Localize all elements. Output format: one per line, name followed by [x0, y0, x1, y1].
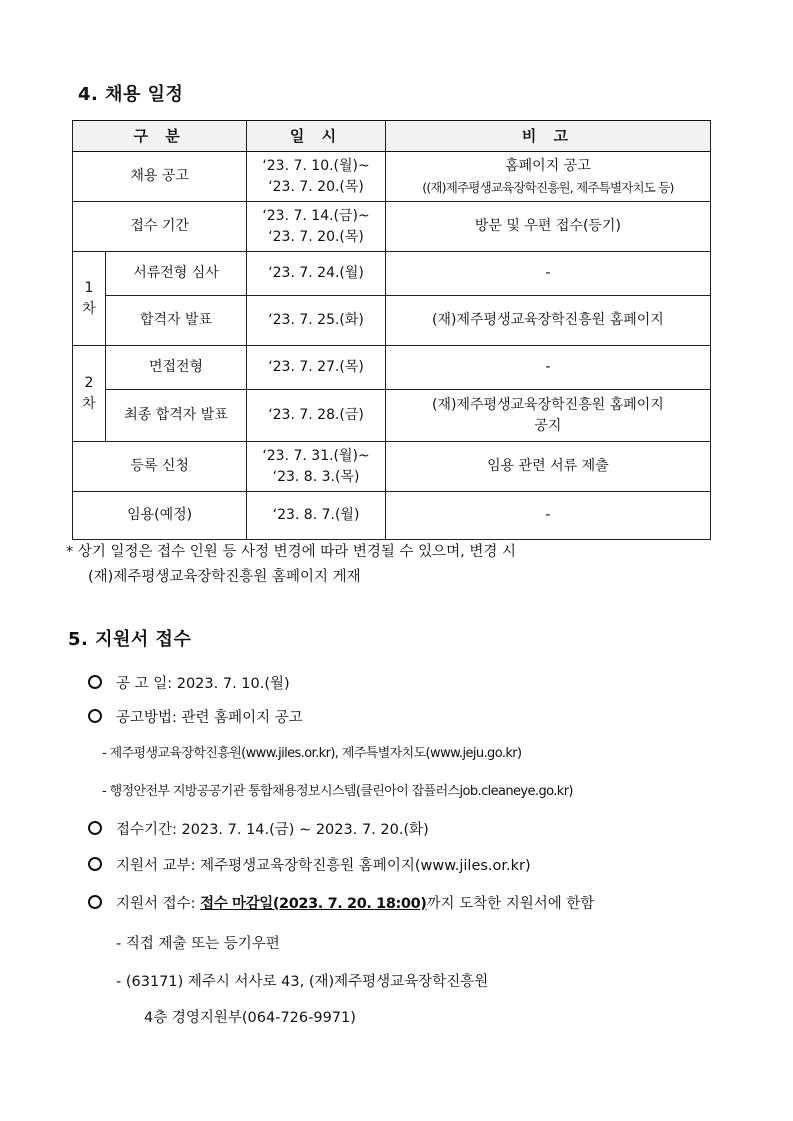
item-text: 지원서 접수:	[116, 896, 201, 912]
schedule-footnote	[66, 540, 726, 590]
row-label: 합격자 발표	[105, 296, 246, 346]
stage-char: 차	[82, 395, 96, 412]
sub-item: 4층 경영지원부(064-726-9971)	[144, 1010, 356, 1026]
row-label: 면접전형	[105, 346, 246, 390]
row-date: ‘23. 7. 28.(금)	[247, 390, 386, 442]
table-row	[73, 296, 711, 346]
row-note: -	[385, 492, 710, 540]
date-end: ‘23. 7. 20.(목)	[268, 178, 364, 195]
table-row	[73, 346, 711, 390]
recruitment-schedule-table	[72, 120, 711, 540]
row-note	[385, 390, 710, 442]
stage-char: 차	[82, 300, 96, 317]
item-text: 까지 도착한 지원서에 한함	[426, 896, 595, 912]
list-item	[88, 818, 429, 839]
date-start: ‘23. 7. 10.(월)~	[262, 157, 370, 174]
sub-item: - 행정안전부 지방공공기관 통합채용정보시스템(클린아이 잡플러스job.cleaneye.go.kr)	[102, 784, 573, 799]
row-date: ‘23. 8. 7.(월)	[247, 492, 386, 540]
sub-item: - 직접 제출 또는 등기우편	[116, 936, 280, 952]
item-text: 공고방법: 관련 홈페이지 공고	[116, 710, 303, 726]
row-label: 최종 합격자 발표	[105, 390, 246, 442]
table-row	[73, 442, 711, 492]
footnote-line: * 상기 일정은 접수 인원 등 사정 변경에 따라 변경될 수 있으며, 변경 시	[66, 544, 516, 560]
row-note	[385, 152, 710, 202]
row-note: -	[385, 252, 710, 296]
stage-number: 2	[84, 374, 94, 391]
row-label: 등록 신청	[73, 442, 247, 492]
circle-bullet-icon	[88, 709, 102, 723]
item-text: 지원서 교부: 제주평생교육장학진흥원 홈페이지(www.jiles.or.kr)	[116, 858, 531, 874]
row-label: 접수 기간	[73, 202, 247, 252]
table-row	[73, 252, 711, 296]
list-item	[88, 672, 290, 693]
header-remarks: 비 고	[385, 121, 710, 152]
item-text: 접수기간: 2023. 7. 14.(금) ∼ 2023. 7. 20.(화)	[116, 822, 429, 838]
date-start: ‘23. 7. 31.(월)~	[262, 447, 370, 464]
row-note: 방문 및 우편 접수(등기)	[385, 202, 710, 252]
header-datetime: 일 시	[247, 121, 386, 152]
row-date: ‘23. 7. 25.(화)	[247, 296, 386, 346]
row-note: (재)제주평생교육장학진흥원 홈페이지	[385, 296, 710, 346]
table-row	[73, 390, 711, 442]
row-label: 채용 공고	[73, 152, 247, 202]
list-item	[88, 706, 303, 727]
table-header-row	[73, 121, 711, 152]
table-row	[73, 152, 711, 202]
note-line: 공지	[534, 417, 562, 434]
date-start: ‘23. 7. 14.(금)~	[262, 207, 370, 224]
row-note: -	[385, 346, 710, 390]
date-end: ‘23. 7. 20.(목)	[268, 228, 364, 245]
row-date	[247, 152, 386, 202]
circle-bullet-icon	[88, 821, 102, 835]
circle-bullet-icon	[88, 857, 102, 871]
row-date: ‘23. 7. 27.(목)	[247, 346, 386, 390]
deadline-emphasis: 접수 마감일(2023. 7. 20. 18:00)	[200, 896, 427, 912]
stage-number: 1	[84, 279, 94, 296]
table-row	[73, 202, 711, 252]
note-line: 홈페이지 공고	[505, 157, 591, 174]
sub-item: - (63171) 제주시 서사로 43, (재)제주평생교육장학진흥원	[116, 974, 489, 990]
row-date	[247, 442, 386, 492]
section-5-title: 5. 지원서 접수	[68, 629, 192, 650]
row-label: 서류전형 심사	[105, 252, 246, 296]
row-date	[247, 202, 386, 252]
footnote-line: (재)제주평생교육장학진흥원 홈페이지 게재	[88, 569, 361, 585]
circle-bullet-icon	[88, 895, 102, 909]
circle-bullet-icon	[88, 675, 102, 689]
note-line: (재)제주평생교육장학진흥원 홈페이지	[432, 396, 664, 413]
list-item	[88, 854, 531, 875]
list-item	[88, 892, 594, 913]
date-end: ‘23. 8. 3.(목)	[272, 468, 360, 485]
stage-2-cell	[73, 346, 106, 442]
table-row	[73, 492, 711, 540]
row-note: 임용 관련 서류 제출	[385, 442, 710, 492]
row-label: 임용(예정)	[73, 492, 247, 540]
item-text: 공 고 일: 2023. 7. 10.(월)	[116, 676, 290, 692]
section-4-title: 4. 채용 일정	[78, 84, 184, 105]
note-line: ((재)제주평생교육장학진흥원, 제주특별자치도 등)	[422, 179, 674, 195]
stage-1-cell	[73, 252, 106, 346]
row-date: ‘23. 7. 24.(월)	[247, 252, 386, 296]
sub-item: - 제주평생교육장학진흥원(www.jiles.or.kr), 제주특별자치도(www.jeju.go.kr)	[102, 746, 522, 761]
header-category: 구 분	[73, 121, 247, 152]
